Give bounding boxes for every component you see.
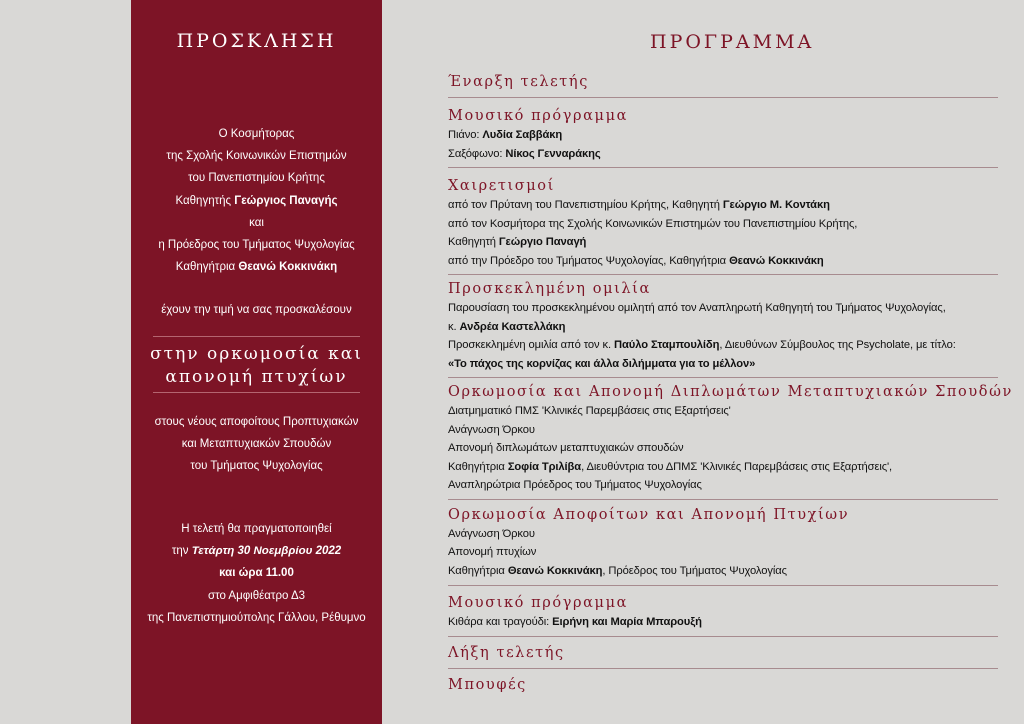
section-title: Προσκεκλημένη ομιλία <box>448 281 651 297</box>
program-line: Απονομή πτυχίων <box>448 546 537 558</box>
program-section <box>448 378 1013 500</box>
section-title: Μουσικό πρόγραμμα <box>448 108 628 124</box>
program-line: Ανάγνωση Όρκου <box>448 527 535 540</box>
program-line: Πιάνο: Λυδία Σαββάκη <box>448 129 563 141</box>
event-date: την Τετάρτη 30 Νοεμβρίου 2022 <box>171 545 342 558</box>
program-section <box>448 586 998 637</box>
divider <box>153 336 360 337</box>
dean-name: Γεώργιος Παναγής <box>234 194 338 207</box>
program-line: από τον Κοσμήτορα της Σχολής Κοινωνικών Επιστημών του Πανεπιστημίου Κρήτης, <box>448 217 858 230</box>
program-line: Παρουσίαση του προσκεκλημένου ομιλητή από τον Αναπληρωτή Καθηγητή του Τμήματος Ψυχολογίας, <box>448 302 946 314</box>
chair-name: Θεανώ Κοκκινάκη <box>238 261 338 274</box>
divider <box>153 392 360 393</box>
section-title: Ορκωμοσία Αποφοίτων και Απονομή Πτυχίων <box>448 506 850 523</box>
section-title: Χαιρετισμοί <box>448 178 555 194</box>
program-section <box>448 669 998 695</box>
event-details: Η τελετή θα πραγματοποιηθεί την Τετάρτη 30 Νοεμβρίου 2022 και ώρα 11.00 στο Αμφιθέατρο Δ3 της Πανεπιστημιούπολης Γάλλου, Ρέθυμνο <box>131 518 382 629</box>
program-section <box>448 500 998 587</box>
program-title: ΠΡΟΓΡΑΜΜΑ <box>650 31 815 53</box>
intro-line: της Σχολής Κοινωνικών Επιστημών <box>166 150 347 163</box>
chair-line: η Πρόεδρος του Τμήματος Ψυχολογίας <box>158 239 355 252</box>
program-line: Προσκεκλημένη ομιλία από τον κ. Παύλο Σταμπουλίδη, Διευθύνων Σύμβουλος της Psycholate, με τίτλο: <box>448 339 956 351</box>
program-line: Ανάγνωση Όρκου <box>448 423 535 436</box>
graduates-text: στους νέους αποφοίτους Προπτυχιακών και Μεταπτυχιακών Σπουδών του Τμήματος Ψυχολογίας <box>154 416 359 473</box>
program-list <box>448 70 1013 695</box>
chair-name-line: Καθηγήτρια Θεανώ Κοκκινάκη <box>175 261 338 274</box>
ceremony-heading: στην ορκωμοσία και απονομή πτυχίων <box>150 344 363 387</box>
section-title: Έναρξη τελετής <box>448 74 589 90</box>
program-line: Σαξόφωνο: Νίκος Γενναράκης <box>448 147 601 160</box>
program-line: κ. Ανδρέα Καστελλάκη <box>448 320 566 333</box>
program-line: από την Πρόεδρο του Τμήματος Ψυχολογίας, Καθηγήτρια Θεανώ Κοκκινάκη <box>448 254 824 267</box>
program-line: Καθηγήτρια Θεανώ Κοκκινάκη, Πρόεδρος του Τμήματος Ψυχολογίας <box>448 564 787 577</box>
program-section <box>448 637 998 669</box>
event-venue: στο Αμφιθέατρο Δ3 <box>207 589 306 602</box>
program-line: Αναπληρώτρια Πρόεδρος του Τμήματος Ψυχολογίας <box>448 479 702 491</box>
invitation-intro <box>131 123 382 278</box>
and-line: και <box>249 216 264 229</box>
event-venue-location: της Πανεπιστημιούπολης Γάλλου, Ρέθυμνο <box>147 611 366 624</box>
program-section <box>448 168 998 275</box>
dean-line: Καθηγητής Γεώργιος Παναγής <box>175 194 338 207</box>
program-line: Διατμηματικό ΠΜΣ 'Κλινικές Παρεμβάσεις στις Εξαρτήσεις' <box>448 405 731 417</box>
invitation-panel <box>131 0 382 724</box>
program-line: Καθηγήτρια Σοφία Τριλίβα, Διευθύντρια του ΔΠΜΣ 'Κλινικές Παρεμβάσεις στις Εξαρτήσεις', <box>448 460 893 473</box>
event-time: και ώρα 11.00 <box>219 567 294 580</box>
section-title: Ορκωμοσία και Απονομή Διπλωμάτων Μεταπτυχιακών Σπουδών <box>448 384 1013 400</box>
program-line: Καθηγητή Γεώργιο Παναγή <box>448 236 587 248</box>
section-title: Μπουφές <box>448 676 527 693</box>
intro-line: Ο Κοσμήτορας <box>218 128 295 140</box>
invitation-title: ΠΡΟΣΚΛΗΣΗ <box>176 30 337 52</box>
section-title: Μουσικό πρόγραμμα <box>448 595 628 611</box>
program-line: Απονομή διπλωμάτων μεταπτυχιακών σπουδών <box>448 442 684 454</box>
program-line: «Το πάχος της κορνίζας και άλλα διλήμματα για το μέλλον» <box>448 357 756 370</box>
intro-line: του Πανεπιστημίου Κρήτης <box>188 172 325 185</box>
program-section <box>448 275 998 378</box>
program-section <box>448 98 998 168</box>
honor-line: έχουν την τιμή να σας προσκαλέσουν <box>161 304 352 316</box>
section-title: Λήξη τελετής <box>448 644 565 661</box>
program-line: από τον Πρύτανη του Πανεπιστημίου Κρήτης, Καθηγητή Γεώργιο Μ. Κοντάκη <box>448 199 830 211</box>
program-section <box>448 70 998 98</box>
program-line: Κιθάρα και τραγούδι: Ειρήνη και Μαρία Μπαρουξή <box>448 616 702 628</box>
